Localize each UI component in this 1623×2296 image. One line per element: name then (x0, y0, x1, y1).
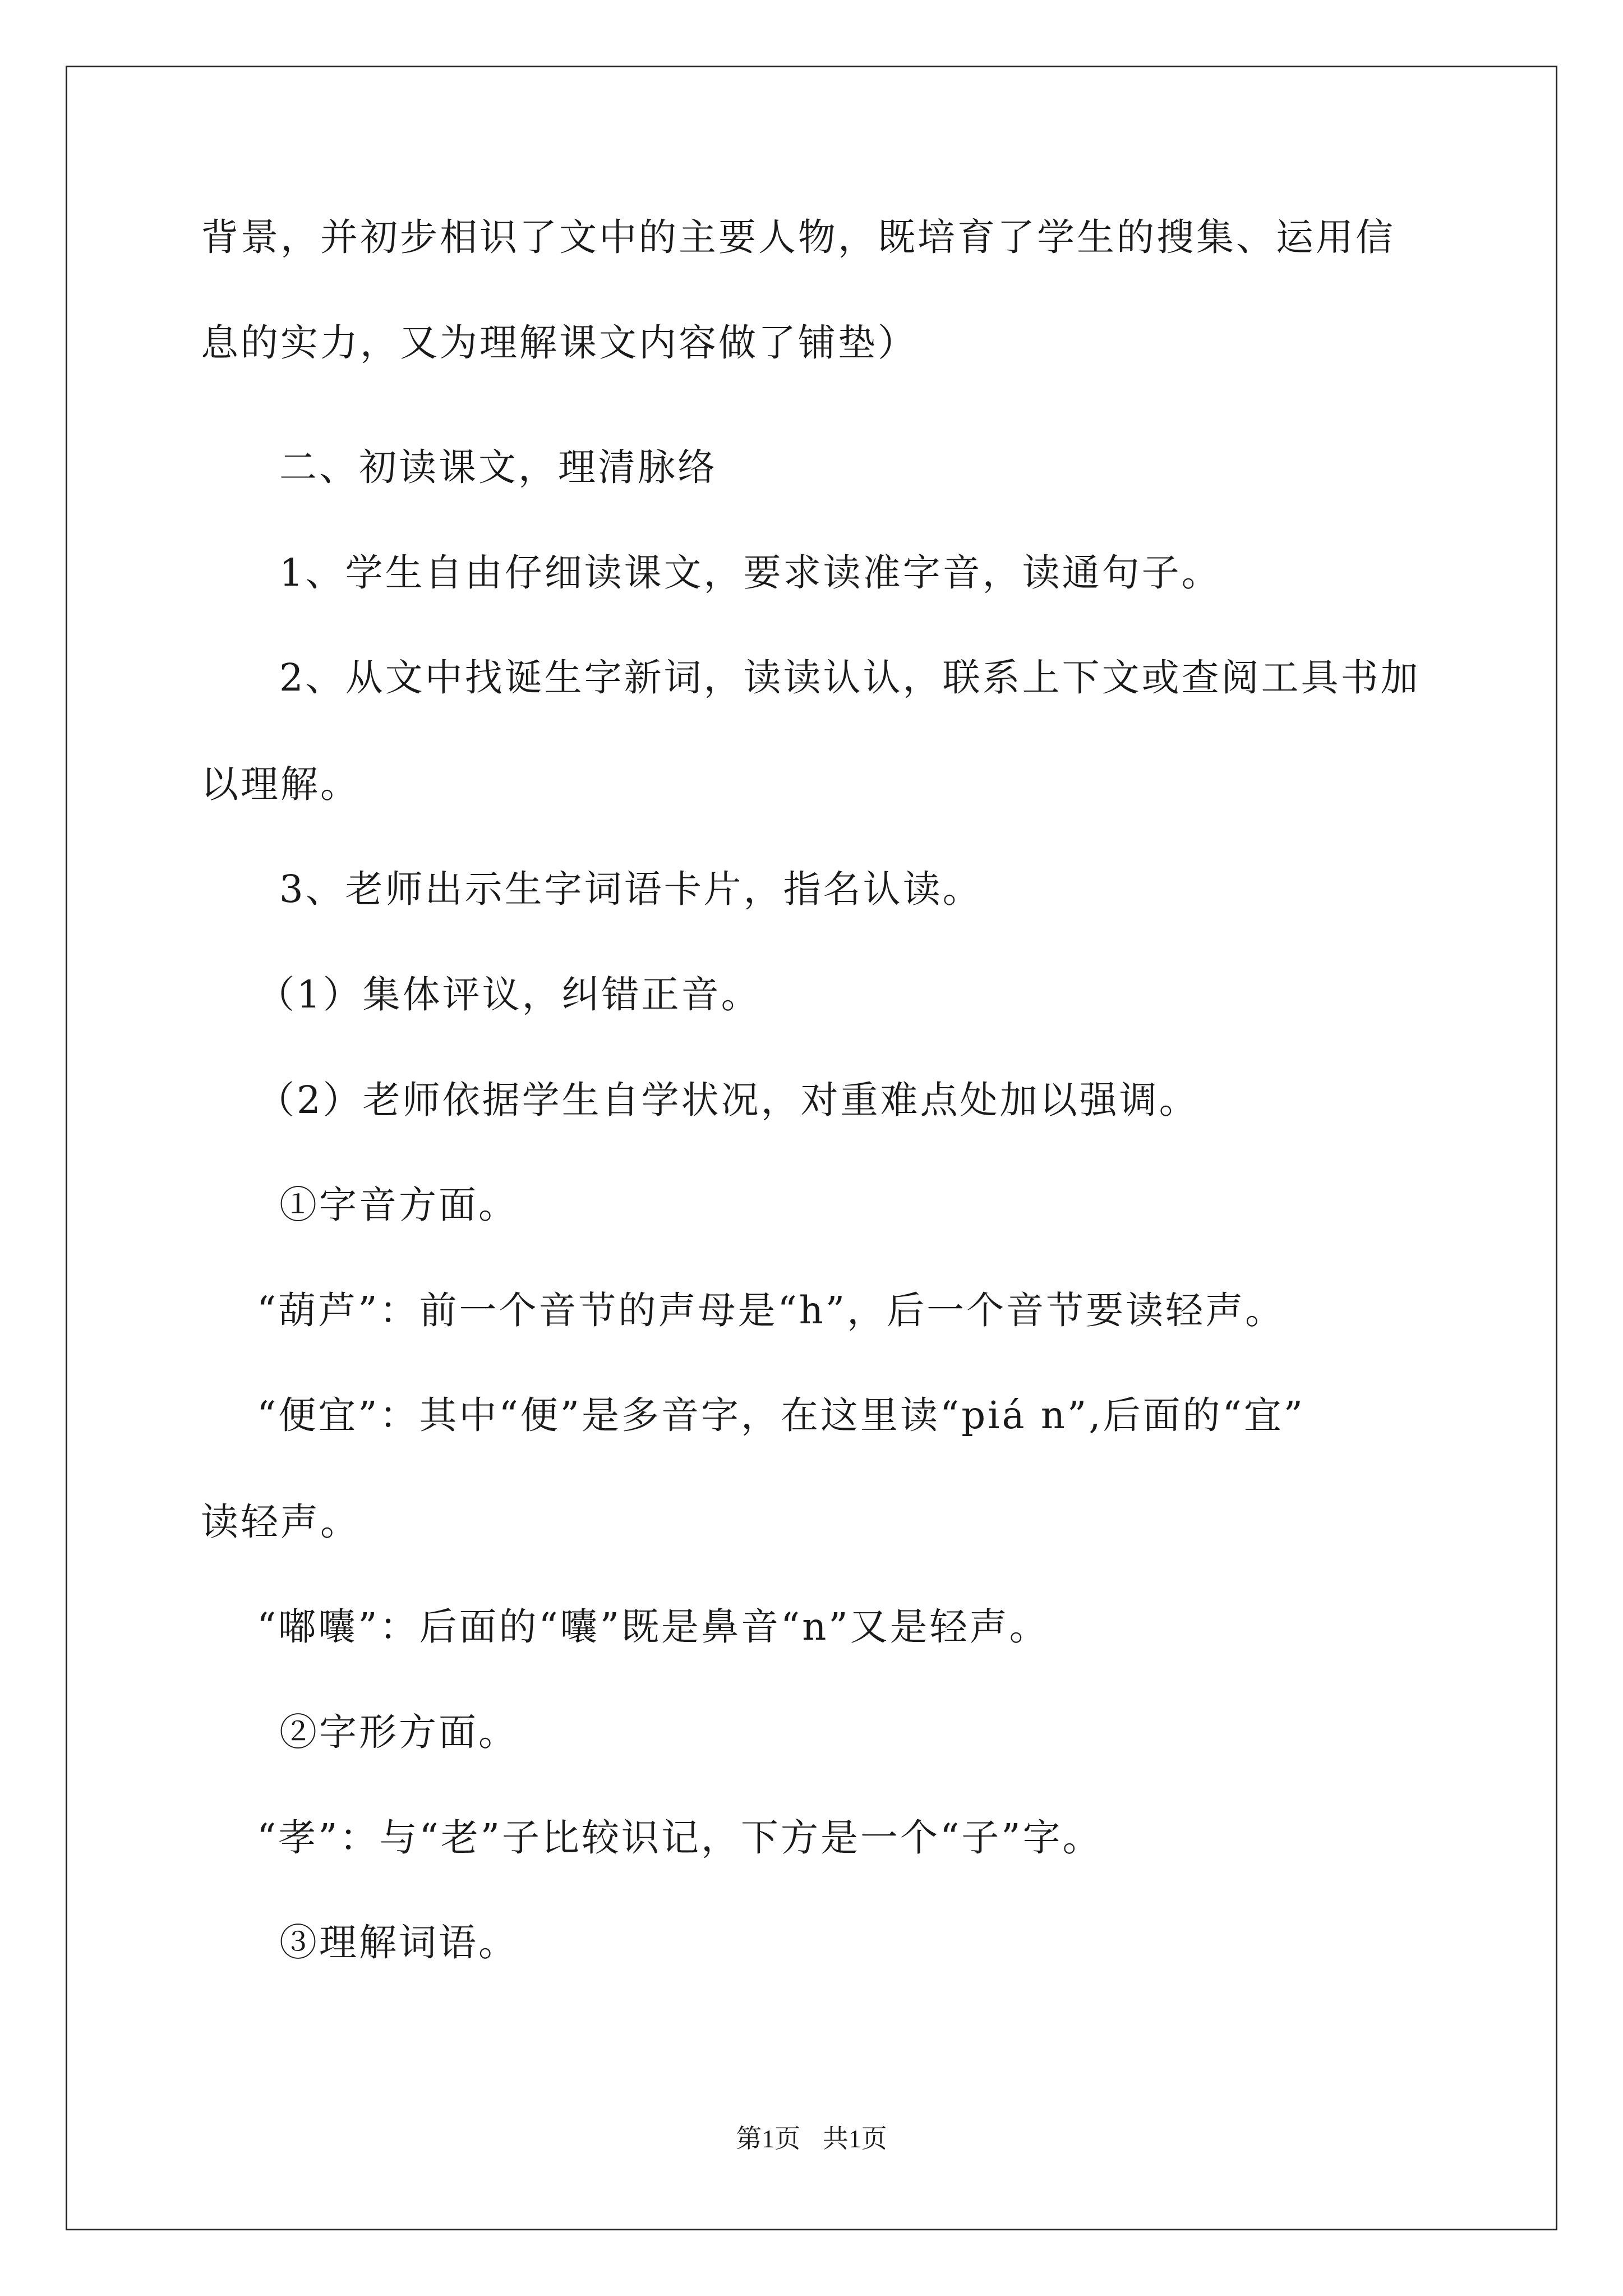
section-heading: 二、初读课文，理清脉络 (279, 445, 717, 489)
text-line: 以理解。 (201, 762, 360, 806)
text-line: “便宜”：其中“便”是多音字，在这里读“piá n”,后面的“宜” (257, 1393, 1306, 1437)
text-line: “孝”：与“老”子比较识记，下方是一个“子”字。 (257, 1816, 1103, 1860)
text-line: “嘟囔”：后面的“囔”既是鼻音“n”又是轻声。 (257, 1605, 1049, 1649)
page-number: 第1页 (736, 2124, 801, 2153)
text-line: （2）老师依据学生自学状况，对重难点处加以强调。 (257, 1078, 1199, 1122)
text-line: 3、老师出示生字词语卡片，指名认读。 (279, 867, 983, 911)
text-line: 息的实力，又为理解课文内容做了铺垫） (201, 321, 917, 365)
text-line: “葫芦”：前一个音节的声母是“h”，后一个音节要读轻声。 (257, 1289, 1285, 1332)
text-line: （1）集体评议，纠错正音。 (257, 973, 761, 1016)
page-border (66, 66, 1557, 2230)
text-line: ③理解词语。 (279, 1921, 518, 1964)
page-total: 共1页 (822, 2124, 887, 2153)
text-line: 背景，并初步相识了文中的主要人物，既培育了学生的搜集、运用信 (201, 215, 1395, 259)
page-footer (0, 2126, 1623, 2152)
text-line: 读轻声。 (201, 1500, 360, 1544)
text-line: ①字音方面。 (279, 1183, 518, 1227)
text-line: 1、学生自由仔细读课文，要求读准字音，读通句子。 (279, 551, 1221, 595)
text-line: ②字形方面。 (279, 1710, 518, 1754)
text-line: 2、从文中找诞生字新词，读读认认，联系上下文或查阅工具书加 (279, 656, 1421, 700)
